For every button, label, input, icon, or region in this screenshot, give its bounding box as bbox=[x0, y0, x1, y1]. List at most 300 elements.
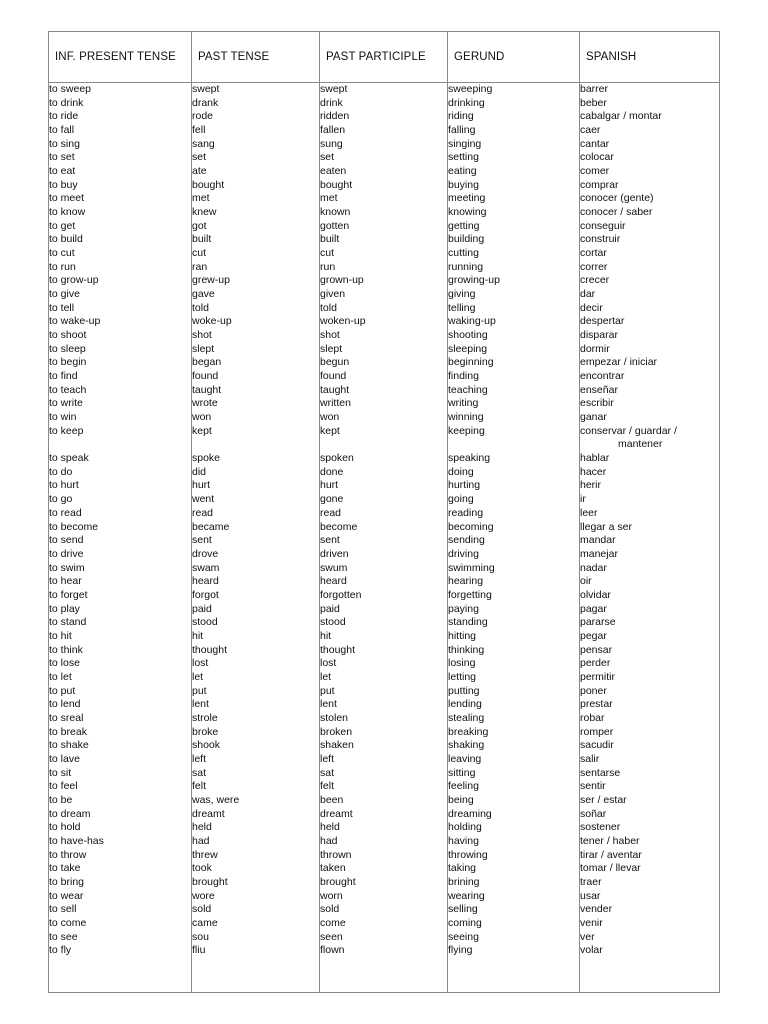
table-cell: to keep bbox=[49, 424, 84, 437]
table-cell: to begin bbox=[49, 356, 87, 369]
table-cell: leer bbox=[580, 506, 598, 519]
table-cell: to put bbox=[49, 684, 76, 697]
table-cell: cut bbox=[320, 247, 335, 260]
table-cell: correr bbox=[580, 260, 608, 273]
table-cell: swept bbox=[192, 83, 220, 95]
table-cell: tomar / llevar bbox=[580, 862, 641, 875]
table-cell: to come bbox=[49, 916, 87, 929]
table-cell: to wake-up bbox=[49, 315, 101, 328]
table-cell: to become bbox=[49, 520, 99, 533]
table-cell: slept bbox=[192, 342, 215, 355]
table-cell: read bbox=[192, 506, 214, 519]
table-cell: sent bbox=[320, 534, 340, 547]
table-cell: to lave bbox=[49, 752, 80, 765]
table-cell: running bbox=[448, 260, 484, 273]
table-cell: brining bbox=[448, 875, 480, 888]
table-cell: run bbox=[320, 260, 336, 273]
table-cell: paying bbox=[448, 602, 479, 615]
table-cell: comprar bbox=[580, 178, 619, 191]
table-cell: to send bbox=[49, 534, 84, 547]
table-cell: construir bbox=[580, 233, 621, 246]
table-cell: vender bbox=[580, 903, 613, 916]
table-cell: selling bbox=[448, 903, 478, 916]
table-cell: tener / haber bbox=[580, 834, 640, 847]
table-cell: to hold bbox=[49, 821, 81, 834]
table-cell: broke bbox=[192, 725, 219, 738]
table-cell: won bbox=[320, 411, 340, 424]
table-cell: to stand bbox=[49, 616, 87, 629]
table-cell: to give bbox=[49, 288, 80, 301]
table-cell bbox=[192, 438, 319, 452]
table-cell: coming bbox=[448, 916, 482, 929]
table-cell: hearing bbox=[448, 575, 484, 588]
table-cell: drove bbox=[192, 547, 219, 560]
table-cell: venir bbox=[580, 916, 603, 929]
table-cell: oir bbox=[580, 575, 592, 588]
table-cell: comer bbox=[580, 165, 610, 178]
table-cell: to drive bbox=[49, 547, 84, 560]
table-cell: sweeping bbox=[448, 83, 493, 95]
table-cell: felt bbox=[320, 780, 335, 793]
table-cell: losing bbox=[448, 657, 476, 670]
table-cell: forgetting bbox=[448, 588, 492, 601]
table-cell: conocer / saber bbox=[580, 206, 653, 219]
table-cell: set bbox=[192, 151, 207, 164]
table-cell: to run bbox=[49, 260, 76, 273]
header-infinitive: INF. PRESENT TENSE bbox=[49, 32, 192, 83]
table-cell: to sit bbox=[49, 766, 72, 779]
table-cell: robar bbox=[580, 711, 605, 724]
table-cell: bought bbox=[192, 178, 225, 191]
table-cell: heard bbox=[320, 575, 347, 588]
table-cell: drank bbox=[192, 96, 219, 109]
table-cell: to hurt bbox=[49, 479, 79, 492]
table-cell: hurting bbox=[448, 479, 481, 492]
table-cell: to throw bbox=[49, 848, 87, 861]
table-cell: nadar bbox=[580, 561, 607, 574]
table-cell: swam bbox=[192, 561, 220, 574]
table-cell: to go bbox=[49, 493, 73, 506]
table-cell: heard bbox=[192, 575, 219, 588]
table-cell: cut bbox=[192, 247, 207, 260]
table-cell: given bbox=[320, 288, 346, 301]
table-cell: to lose bbox=[49, 657, 80, 670]
table-cell: encontrar bbox=[580, 370, 625, 383]
table-cell: feeling bbox=[448, 780, 479, 793]
table-cell: to grow-up bbox=[49, 274, 99, 287]
table-cell: prestar bbox=[580, 698, 613, 711]
table-cell: keeping bbox=[448, 424, 485, 437]
table-cell: to get bbox=[49, 219, 76, 232]
table-cell: dreamt bbox=[320, 807, 353, 820]
table-cell: telling bbox=[448, 301, 476, 314]
table-cell: having bbox=[448, 834, 479, 847]
table-cell: kept bbox=[192, 424, 212, 437]
table-cell: thought bbox=[320, 643, 356, 656]
table-cell: taught bbox=[192, 383, 222, 396]
table-cell: conocer (gente) bbox=[580, 192, 654, 205]
table-cell: let bbox=[320, 670, 332, 683]
table-cell: decir bbox=[580, 301, 603, 314]
table-cell: thrown bbox=[320, 848, 352, 861]
column-spanish bbox=[580, 83, 720, 993]
table-cell: woke-up bbox=[192, 315, 232, 328]
table-cell bbox=[49, 438, 191, 452]
table-cell: to speak bbox=[49, 452, 89, 465]
table-cell: came bbox=[192, 916, 218, 929]
table-cell: to play bbox=[49, 602, 80, 615]
table-cell: put bbox=[192, 684, 207, 697]
table-cell: to take bbox=[49, 862, 81, 875]
table-cell: standing bbox=[448, 616, 488, 629]
table-cell: hitting bbox=[448, 629, 477, 642]
table-cell: to read bbox=[49, 506, 82, 519]
table-cell: to hear bbox=[49, 575, 82, 588]
table-cell: forgot bbox=[192, 588, 219, 601]
table-cell: fallen bbox=[320, 124, 346, 137]
table-cell: slept bbox=[320, 342, 343, 355]
table-cell: had bbox=[192, 834, 210, 847]
table-cell: riding bbox=[448, 110, 474, 123]
table-cell: to wear bbox=[49, 889, 84, 902]
table-cell: began bbox=[192, 356, 222, 369]
table-cell: sung bbox=[320, 137, 343, 150]
table-cell bbox=[448, 438, 579, 452]
table-cell: dreaming bbox=[448, 807, 492, 820]
table-cell: lost bbox=[320, 657, 337, 670]
table-cell: to set bbox=[49, 151, 75, 164]
table-cell: pararse bbox=[580, 616, 616, 629]
table-cell: wrote bbox=[192, 397, 218, 410]
table-cell: grown-up bbox=[320, 274, 364, 287]
table-cell: usar bbox=[580, 889, 601, 902]
table-cell: cortar bbox=[580, 247, 607, 260]
table-cell: to sweep bbox=[49, 83, 92, 95]
table-cell: held bbox=[320, 821, 340, 834]
table-cell: been bbox=[320, 793, 344, 806]
table-cell: sentir bbox=[580, 780, 606, 793]
table-cell: lent bbox=[320, 698, 337, 711]
table-cell: left bbox=[192, 752, 207, 765]
table-cell: shaken bbox=[320, 739, 354, 752]
table-cell: begun bbox=[320, 356, 350, 369]
table-cell: come bbox=[320, 916, 346, 929]
table-cell: hurt bbox=[320, 479, 339, 492]
table-cell: giving bbox=[448, 288, 476, 301]
table-cell: paid bbox=[192, 602, 212, 615]
table-cell: speaking bbox=[448, 452, 491, 465]
table-cell: enseñar bbox=[580, 383, 618, 396]
table-cell: disparar bbox=[580, 329, 618, 342]
table-cell: met bbox=[192, 192, 210, 205]
table-cell: stolen bbox=[320, 711, 349, 724]
table-cell: dormir bbox=[580, 342, 610, 355]
table-cell: lost bbox=[192, 657, 209, 670]
table-cell: ganar bbox=[580, 411, 607, 424]
table-cell: became bbox=[192, 520, 230, 533]
table-cell: forgotten bbox=[320, 588, 362, 601]
column-gerund bbox=[448, 83, 580, 993]
table-cell: beginning bbox=[448, 356, 494, 369]
header-gerund: GERUND bbox=[448, 32, 580, 83]
table-cell: stealing bbox=[448, 711, 485, 724]
table-cell: swimming bbox=[448, 561, 495, 574]
table-cell: become bbox=[320, 520, 358, 533]
table-cell: did bbox=[192, 465, 207, 478]
header-past-participle: PAST PARTICIPLE bbox=[320, 32, 448, 83]
table-cell: shook bbox=[192, 739, 221, 752]
table-cell: shot bbox=[320, 329, 340, 342]
table-cell: to shake bbox=[49, 739, 89, 752]
table-cell: beber bbox=[580, 96, 607, 109]
table-cell: to cut bbox=[49, 247, 75, 260]
header-row bbox=[49, 32, 720, 83]
table-cell: to win bbox=[49, 411, 77, 424]
table-cell: written bbox=[320, 397, 351, 410]
table-cell: to have-has bbox=[49, 834, 104, 847]
table-cell: hurt bbox=[192, 479, 211, 492]
table-cell: permitir bbox=[580, 670, 616, 683]
table-cell: ran bbox=[192, 260, 208, 273]
table-cell: taken bbox=[320, 862, 346, 875]
table-cell: sat bbox=[320, 766, 335, 779]
table-cell: found bbox=[320, 370, 347, 383]
table-cell: strole bbox=[192, 711, 218, 724]
table-cell: to build bbox=[49, 233, 83, 246]
table-cell: soñar bbox=[580, 807, 607, 820]
table-cell: thought bbox=[192, 643, 228, 656]
table-cell: to eat bbox=[49, 165, 76, 178]
table-cell: olvidar bbox=[580, 588, 611, 601]
table-cell: sent bbox=[192, 534, 212, 547]
table-cell: to see bbox=[49, 930, 78, 943]
table-cell: to fly bbox=[49, 944, 72, 957]
table-cell: to sleep bbox=[49, 342, 86, 355]
table-cell: throwing bbox=[448, 848, 488, 861]
table-cell: gave bbox=[192, 288, 215, 301]
table-cell: writing bbox=[448, 397, 479, 410]
table-cell: cantar bbox=[580, 137, 610, 150]
table-cell: shaking bbox=[448, 739, 485, 752]
table-cell: volar bbox=[580, 944, 603, 957]
table-cell: shooting bbox=[448, 329, 488, 342]
table-cell: to hit bbox=[49, 629, 72, 642]
table-cell: to teach bbox=[49, 383, 87, 396]
table-cell: sacudir bbox=[580, 739, 614, 752]
table-cell: to do bbox=[49, 465, 73, 478]
table-cell: leaving bbox=[448, 752, 482, 765]
table-cell: read bbox=[320, 506, 342, 519]
table-cell: worn bbox=[320, 889, 343, 902]
table-cell: to ride bbox=[49, 110, 79, 123]
table-cell: finding bbox=[448, 370, 479, 383]
table-cell: empezar / iniciar bbox=[580, 356, 658, 369]
table-cell: being bbox=[448, 793, 474, 806]
table-cell: swum bbox=[320, 561, 348, 574]
table-cell: conseguir bbox=[580, 219, 626, 232]
table-cell: winning bbox=[448, 411, 484, 424]
table-cell: salir bbox=[580, 752, 600, 765]
table-cell: doing bbox=[448, 465, 474, 478]
table-cell: spoken bbox=[320, 452, 354, 465]
table-cell: sleeping bbox=[448, 342, 488, 355]
table-cell: sat bbox=[192, 766, 207, 779]
table-cell-continuation: mantener bbox=[618, 438, 663, 451]
table-cell: to break bbox=[49, 725, 87, 738]
table-cell: sou bbox=[192, 930, 209, 943]
table-cell: to know bbox=[49, 206, 86, 219]
table-cell: hacer bbox=[580, 465, 607, 478]
table-cell: drink bbox=[320, 96, 343, 109]
table-cell: holding bbox=[448, 821, 482, 834]
table-cell: to meet bbox=[49, 192, 85, 205]
table-cell: got bbox=[192, 219, 207, 232]
table-cell: conservar / guardar / bbox=[580, 424, 677, 437]
table-cell: to think bbox=[49, 643, 83, 656]
table-cell: llegar a ser bbox=[580, 520, 632, 533]
table-cell bbox=[320, 438, 447, 452]
table-cell: sold bbox=[192, 903, 212, 916]
table-cell: grew-up bbox=[192, 274, 230, 287]
column-past-tense bbox=[192, 83, 320, 993]
table-cell: done bbox=[320, 465, 344, 478]
table-cell: threw bbox=[192, 848, 218, 861]
table-cell: stood bbox=[192, 616, 218, 629]
table-cell: meeting bbox=[448, 192, 486, 205]
table-cell: kept bbox=[320, 424, 340, 437]
table-cell: escribir bbox=[580, 397, 614, 410]
table-cell: fell bbox=[192, 124, 206, 137]
table-cell: flying bbox=[448, 944, 473, 957]
table-cell: pegar bbox=[580, 629, 607, 642]
table-cell: despertar bbox=[580, 315, 625, 328]
table-cell: building bbox=[448, 233, 485, 246]
table-cell: romper bbox=[580, 725, 614, 738]
table-cell: told bbox=[320, 301, 337, 314]
table-cell: to forget bbox=[49, 588, 88, 601]
table-cell: gotten bbox=[320, 219, 350, 232]
table-cell: to sing bbox=[49, 137, 80, 150]
table-cell: to fall bbox=[49, 124, 75, 137]
table-cell: to tell bbox=[49, 301, 75, 314]
table-cell: won bbox=[192, 411, 212, 424]
table-cell: to find bbox=[49, 370, 78, 383]
column-infinitive bbox=[49, 83, 192, 993]
table-cell: getting bbox=[448, 219, 480, 232]
table-cell: spoke bbox=[192, 452, 221, 465]
table-cell: thinking bbox=[448, 643, 485, 656]
table-cell: taught bbox=[320, 383, 350, 396]
table-cell: to write bbox=[49, 397, 83, 410]
table-cell: knowing bbox=[448, 206, 487, 219]
table-cell: colocar bbox=[580, 151, 614, 164]
table-cell: buying bbox=[448, 178, 479, 191]
table-cell: perder bbox=[580, 657, 611, 670]
table-cell: met bbox=[320, 192, 338, 205]
table-cell: sang bbox=[192, 137, 215, 150]
table-cell: ridden bbox=[320, 110, 350, 123]
table-cell: swept bbox=[320, 83, 348, 95]
table-cell: sostener bbox=[580, 821, 621, 834]
table-cell: known bbox=[320, 206, 351, 219]
table-cell: falling bbox=[448, 124, 476, 137]
table-cell: eaten bbox=[320, 165, 347, 178]
table-cell: to buy bbox=[49, 178, 78, 191]
table-cell: built bbox=[192, 233, 212, 246]
table-cell: felt bbox=[192, 780, 207, 793]
table-cell: poner bbox=[580, 684, 607, 697]
table-cell: to dream bbox=[49, 807, 91, 820]
table-cell: to lend bbox=[49, 698, 81, 711]
table-cell: rode bbox=[192, 110, 214, 123]
body-row bbox=[49, 83, 720, 993]
table-cell: held bbox=[192, 821, 212, 834]
verb-conjugation-table bbox=[48, 31, 720, 993]
table-cell: barrer bbox=[580, 83, 609, 95]
table-cell: eating bbox=[448, 165, 477, 178]
table-cell: crecer bbox=[580, 274, 610, 287]
table-cell: taking bbox=[448, 862, 477, 875]
table-cell: dreamt bbox=[192, 807, 225, 820]
table-cell: to let bbox=[49, 670, 72, 683]
table-cell: woken-up bbox=[320, 315, 366, 328]
table-cell: had bbox=[320, 834, 338, 847]
table-cell: brought bbox=[320, 875, 356, 888]
table-cell: stood bbox=[320, 616, 346, 629]
table-cell: was, were bbox=[192, 793, 240, 806]
table-cell: driving bbox=[448, 547, 479, 560]
table-cell: gone bbox=[320, 493, 344, 506]
table-cell: found bbox=[192, 370, 219, 383]
header-spanish: SPANISH bbox=[580, 32, 720, 83]
table-cell: driven bbox=[320, 547, 349, 560]
table-cell: singing bbox=[448, 137, 482, 150]
table-cell: lent bbox=[192, 698, 209, 711]
table-cell: tirar / aventar bbox=[580, 848, 642, 861]
table-cell: flown bbox=[320, 944, 345, 957]
table-cell: knew bbox=[192, 206, 217, 219]
table-cell: to sreal bbox=[49, 711, 84, 724]
table-cell: broken bbox=[320, 725, 353, 738]
table-cell: lending bbox=[448, 698, 482, 711]
table-cell: reading bbox=[448, 506, 484, 519]
table-cell: herir bbox=[580, 479, 602, 492]
table-cell: caer bbox=[580, 124, 601, 137]
table-cell: mandar bbox=[580, 534, 616, 547]
table-cell: cutting bbox=[448, 247, 479, 260]
table-cell: paid bbox=[320, 602, 340, 615]
table-cell: going bbox=[448, 493, 474, 506]
table-cell: to shoot bbox=[49, 329, 87, 342]
table-cell: setting bbox=[448, 151, 479, 164]
table-cell: left bbox=[320, 752, 335, 765]
table-cell: put bbox=[320, 684, 335, 697]
table-cell: set bbox=[320, 151, 335, 164]
column-past-participle bbox=[320, 83, 448, 993]
table-cell: let bbox=[192, 670, 204, 683]
table-cell: fliu bbox=[192, 944, 206, 957]
table-cell: ver bbox=[580, 930, 595, 943]
table-cell: bought bbox=[320, 178, 353, 191]
table-cell: sold bbox=[320, 903, 340, 916]
table-cell: waking-up bbox=[448, 315, 496, 328]
table-cell: hablar bbox=[580, 452, 610, 465]
table-cell: to be bbox=[49, 793, 73, 806]
table-cell: brought bbox=[192, 875, 228, 888]
table-cell: took bbox=[192, 862, 212, 875]
table-cell: went bbox=[192, 493, 215, 506]
table-cell: ser / estar bbox=[580, 793, 627, 806]
